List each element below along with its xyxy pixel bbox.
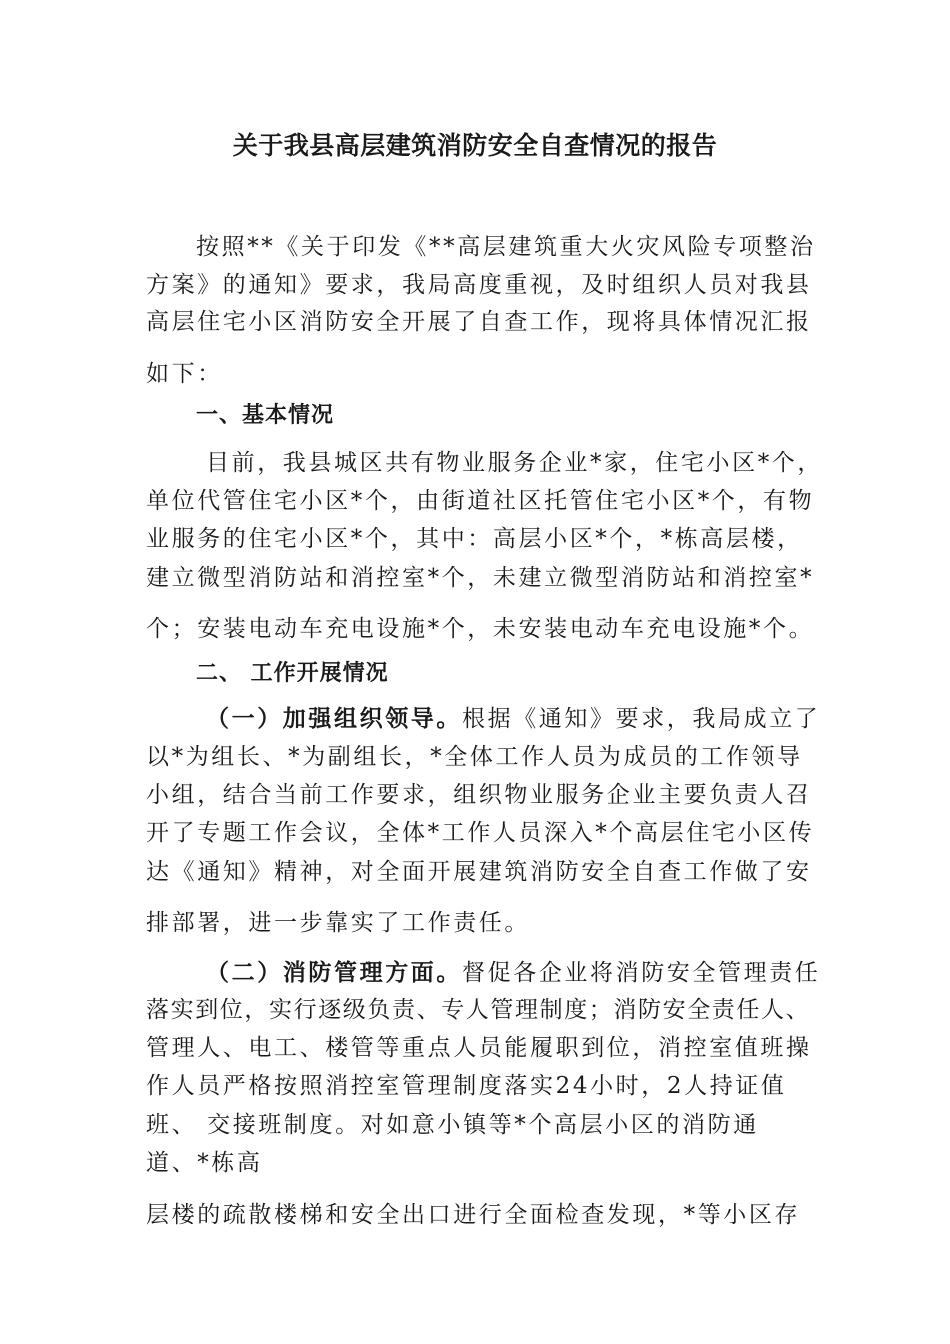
subsection-1-line-5: 达《通知》精神，对全面开展建筑消防安全自查工作做了安 [146, 859, 812, 885]
section1-line-2: 单位代管住宅小区*个，由街道社区托管住宅小区*个，有物 [146, 488, 815, 514]
intro-line-1: 按照**《关于印发《**高层建筑重大火灾风险专项整治 [196, 234, 816, 260]
subsection-1-line-6: 排部署，进一步靠实了工作责任。 [146, 910, 530, 936]
subsection-2-line-6: 道、*栋高 [146, 1150, 263, 1176]
section2-heading: 二、 工作开展情况 [196, 661, 389, 686]
subsection-2-line-1 [206, 954, 820, 987]
subsection-1-line-3: 小组，结合当前工作要求，组织物业服务企业主要负责人召 [146, 782, 812, 808]
subsection-2-line-1-text: 督促各企业将消防安全管理责任 [462, 960, 821, 986]
subsection-2-line-5: 班、 交接班制度。对如意小镇等*个高层小区的消防通 [146, 1112, 759, 1138]
subsection-1-line-2: 以*为组长、*为副组长，*全体工作人员为成员的工作领导 [146, 744, 803, 770]
subsection-1-line-1 [206, 700, 820, 733]
intro-line-2: 方案》的通知》要求，我局高度重视，及时组织人员对我县 [146, 272, 812, 298]
document-title: 关于我县高层建筑消防安全自查情况的报告 [232, 131, 718, 160]
subsection-1-line-1-text: 根据《通知》要求，我局成立了 [462, 706, 821, 732]
section1-line-5: 个；安装电动车充电设施*个，未安装电动车充电设施*个。 [146, 616, 815, 642]
section1-heading: 一、基本情况 [196, 403, 335, 428]
subsection-2-label: （二）消防管理方面。 [206, 959, 462, 986]
subsection-2-line-7: 层楼的疏散楼梯和安全出口进行全面检查发现，*等小区存 [146, 1202, 801, 1228]
subsection-1-label: （一）加强组织领导。 [206, 705, 462, 732]
subsection-1-line-4: 开了专题工作会议，全体*工作人员深入*个高层住宅小区传 [146, 820, 815, 846]
subsection-2-line-2: 落实到位，实行逐级负责、专人管理制度；消防安全责任人、 [146, 997, 811, 1023]
subsection-2-line-4: 作人员严格按照消控室管理制度落实24小时，2人持证值 [146, 1073, 787, 1099]
intro-line-4: 如下： [146, 361, 223, 387]
subsection-2-line-3: 管理人、电工、楼管等重点人员能履职到位，消控室值班操 [146, 1035, 812, 1061]
section1-line-4: 建立微型消防站和消控室*个，未建立微型消防站和消控室* [146, 565, 815, 591]
section1-line-3: 业服务的住宅小区*个，其中：高层小区*个，*栋高层楼， [146, 526, 803, 552]
section1-line-1: 目前，我县城区共有物业服务企业*家，住宅小区*个， [206, 450, 823, 476]
intro-line-3: 高层住宅小区消防安全开展了自查工作，现将具体情况汇报 [146, 309, 812, 335]
